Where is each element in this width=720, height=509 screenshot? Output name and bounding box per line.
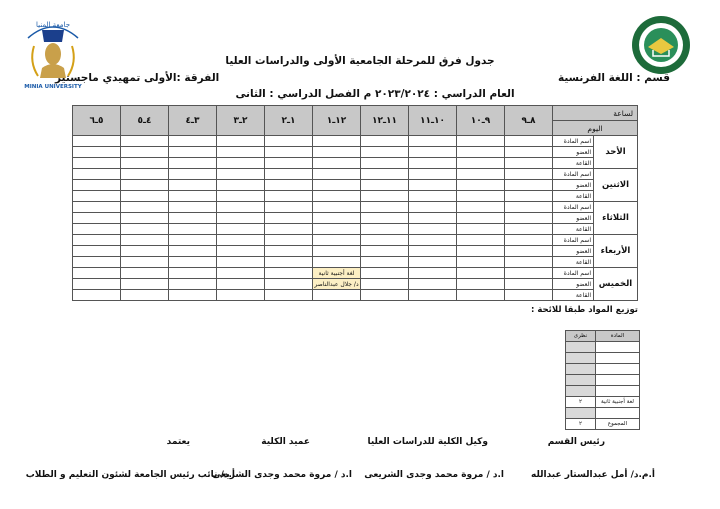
schedule-cell [409,213,457,224]
row-label: القاعة [553,191,594,202]
schedule-cell [265,158,313,169]
schedule-cell [217,136,265,147]
schedule-cell [505,147,553,158]
distribution-cell [566,375,596,386]
signature-title-dean: عميد الكلية [261,437,310,447]
schedule-cell [361,191,409,202]
schedule-cell [121,202,169,213]
schedule-cell [457,169,505,180]
distribution-title: توزيع المواد طبقا للائحة : [531,305,638,315]
schedule-cell [409,202,457,213]
schedule-cell [73,246,121,257]
academic-year-label: العام الدراسي : ٢٠٢٣/٢٠٢٤ م الفصل الدراسي : الثانى [235,88,515,100]
schedule-cell [265,279,313,290]
schedule-cell [361,235,409,246]
schedule-cell [73,191,121,202]
schedule-cell [313,147,361,158]
schedule-cell [265,246,313,257]
schedule-cell [457,268,505,279]
signature-title-vice-dean: وكيل الكلية للدراسات العليا [367,437,488,447]
theory-header: نظرى [566,331,596,342]
row-label: اسم المادة [553,268,594,279]
signature-name-head: أ.م.د/ أمل عبدالستار عبدالله [530,470,655,480]
schedule-cell [361,213,409,224]
schedule-cell [217,257,265,268]
schedule-cell [361,158,409,169]
schedule-cell [505,224,553,235]
schedule-cell [217,202,265,213]
day-header: اليوم [553,121,638,136]
schedule-cell [121,235,169,246]
schedule-cell [409,136,457,147]
schedule-cell [169,279,217,290]
schedule-cell [121,290,169,301]
time-slot-10: ٥ـ٦ [73,106,121,136]
signature-title-approval: يعتمد [166,437,190,447]
schedule-cell [505,136,553,147]
schedule-cell [265,224,313,235]
schedule-cell [505,246,553,257]
schedule-cell [121,147,169,158]
schedule-cell [73,136,121,147]
schedule-cell [121,180,169,191]
schedule-cell [169,246,217,257]
schedule-cell [217,169,265,180]
time-slot-1: ٨ـ٩ [505,106,553,136]
row-label: اسم المادة [553,136,594,147]
schedule-cell [217,235,265,246]
schedule-cell [265,169,313,180]
schedule-cell [361,257,409,268]
schedule-cell [409,147,457,158]
schedule-cell [121,257,169,268]
schedule-cell [217,191,265,202]
department-label: قسم : اللغة الفرنسية [558,72,670,84]
day-label: الاثنين [594,169,638,202]
distribution-cell [596,375,640,386]
schedule-cell [361,169,409,180]
schedule-cell [457,290,505,301]
schedule-cell [121,279,169,290]
schedule-cell [169,136,217,147]
row-label: اسم المادة [553,202,594,213]
schedule-cell [217,213,265,224]
schedule-cell [505,169,553,180]
schedule-cell [361,290,409,301]
total-hours: ٢ [566,419,596,430]
schedule-cell [169,147,217,158]
schedule-cell [121,191,169,202]
schedule-cell [313,235,361,246]
schedule-cell [169,213,217,224]
schedule-cell [361,224,409,235]
schedule-cell [265,147,313,158]
schedule-cell [457,147,505,158]
logo-english-text: MINIA UNIVERSITY [24,84,82,90]
schedule-cell [409,279,457,290]
schedule-cell [73,202,121,213]
day-label: الأربعاء [594,235,638,268]
row-label: العضو [553,246,594,257]
day-label: الخميس [594,268,638,301]
schedule-row [73,224,638,235]
distribution-cell [596,342,640,353]
schedule-table [72,105,638,301]
schedule-cell [505,191,553,202]
schedule-cell [169,169,217,180]
schedule-row [73,180,638,191]
group-label: الفرقة :الأولى تمهيدي ماجستير [55,72,220,84]
schedule-cell [217,158,265,169]
page-title: جدول فرق للمرحلة الجامعية الأولى والدراسات العليا [225,55,495,67]
logo-arabic-text: جامعة المنيا [35,21,71,29]
schedule-row [73,257,638,268]
day-label: الثلاثاء [594,202,638,235]
schedule-cell [217,224,265,235]
schedule-cell [313,191,361,202]
schedule-cell [313,136,361,147]
schedule-cell [409,224,457,235]
row-label: العضو [553,180,594,191]
schedule-cell [73,158,121,169]
time-slot-2: ٩ـ١٠ [457,106,505,136]
schedule-cell [505,257,553,268]
schedule-cell [169,224,217,235]
day-label: الأحد [594,136,638,169]
schedule-cell [457,224,505,235]
schedule-cell [409,158,457,169]
schedule-row [73,213,638,224]
schedule-cell [313,224,361,235]
schedule-cell [121,158,169,169]
schedule-cell [73,180,121,191]
distribution-cell [566,386,596,397]
row-label: القاعة [553,158,594,169]
second-language-subject: لغة أجنبية ثانية [596,397,640,408]
schedule-cell [505,268,553,279]
schedule-cell [457,191,505,202]
row-label: القاعة [553,224,594,235]
schedule-cell [457,246,505,257]
schedule-cell [121,246,169,257]
thursday-subject: لغة أجنبية ثانية [313,268,361,279]
schedule-cell [457,180,505,191]
schedule-row [73,290,638,301]
schedule-cell [217,279,265,290]
time-slot-8: ٣ـ٤ [169,106,217,136]
schedule-cell [217,147,265,158]
signature-name-vice-dean: ا.د / مروة محمد وجدى الشريعى [364,470,504,480]
schedule-cell [409,235,457,246]
schedule-cell [313,290,361,301]
schedule-cell [73,224,121,235]
schedule-cell [73,147,121,158]
schedule-cell [73,235,121,246]
schedule-cell [169,235,217,246]
schedule-cell [265,202,313,213]
time-slot-3: ١٠ـ١١ [409,106,457,136]
row-label: العضو [553,213,594,224]
distribution-cell [566,408,596,419]
schedule-cell [313,213,361,224]
schedule-cell [217,290,265,301]
distribution-table [565,330,640,430]
schedule-cell [121,169,169,180]
thursday-teacher: د/ جلال عبدالناصر [314,280,359,288]
schedule-row [73,158,638,169]
schedule-row [73,147,638,158]
schedule-row [73,268,638,279]
schedule-cell [265,136,313,147]
schedule-cell [457,213,505,224]
schedule-cell [505,235,553,246]
second-language-hours: ٢ [566,397,596,408]
schedule-row [73,202,638,213]
schedule-cell [73,213,121,224]
schedule-row [73,279,638,290]
schedule-cell [169,257,217,268]
schedule-cell [361,279,409,290]
time-slot-7: ٢ـ٣ [217,106,265,136]
schedule-cell [169,158,217,169]
schedule-cell [265,180,313,191]
schedule-cell [265,290,313,301]
schedule-cell [313,257,361,268]
schedule-cell [121,136,169,147]
schedule-cell [73,169,121,180]
schedule-cell [73,268,121,279]
schedule-cell [121,213,169,224]
schedule-cell [313,202,361,213]
schedule-row [73,246,638,257]
distribution-cell [596,353,640,364]
distribution-cell [596,386,640,397]
schedule-cell [361,180,409,191]
schedule-cell [217,246,265,257]
subject-header: المادة [596,331,640,342]
schedule-row [73,169,638,180]
schedule-cell [457,136,505,147]
schedule-cell [409,169,457,180]
schedule-cell [505,279,553,290]
schedule-cell [361,202,409,213]
schedule-cell [265,235,313,246]
schedule-cell [505,158,553,169]
schedule-cell [409,268,457,279]
schedule-cell [505,290,553,301]
schedule-cell [457,158,505,169]
row-label: اسم المادة [553,169,594,180]
total-label: المجموع [596,419,640,430]
row-label: القاعة [553,290,594,301]
schedule-cell [409,191,457,202]
time-slot-5: ١٢ـ١ [313,106,361,136]
schedule-cell [409,246,457,257]
schedule-cell [217,268,265,279]
signature-title-head: رئيس القسم [547,437,605,447]
schedule-row [73,191,638,202]
schedule-cell [169,180,217,191]
row-label: القاعة [553,257,594,268]
schedule-cell [169,191,217,202]
schedule-cell [73,279,121,290]
schedule-cell [457,279,505,290]
schedule-cell [361,246,409,257]
schedule-cell [265,268,313,279]
schedule-cell [505,180,553,191]
schedule-cell [169,202,217,213]
hour-header: لساعة [553,106,638,121]
schedule-cell [457,257,505,268]
schedule-cell [361,147,409,158]
schedule-cell [313,180,361,191]
time-slot-6: ١ـ٢ [265,106,313,136]
distribution-cell [596,364,640,375]
schedule-cell [361,268,409,279]
schedule-cell [73,257,121,268]
schedule-cell [217,180,265,191]
schedule-cell [313,158,361,169]
time-slot-4: ١١ـ١٢ [361,106,409,136]
schedule-cell [121,268,169,279]
schedule-cell [505,213,553,224]
schedule-cell [409,257,457,268]
schedule-cell [121,224,169,235]
distribution-cell [566,353,596,364]
schedule-cell [409,180,457,191]
schedule-cell [169,290,217,301]
signature-name-dean: ا.د / مروة محمد وجدى الشريعى [212,470,352,480]
distribution-cell [566,342,596,353]
schedule-cell [505,202,553,213]
schedule-cell [169,268,217,279]
schedule-cell [265,213,313,224]
row-label: العضو [553,147,594,158]
schedule-cell [73,290,121,301]
schedule-cell [457,235,505,246]
distribution-cell [566,364,596,375]
time-slot-9: ٤ـ٥ [121,106,169,136]
schedule-row [73,136,638,147]
row-label: اسم المادة [553,235,594,246]
schedule-row [73,235,638,246]
distribution-cell [596,408,640,419]
schedule-cell [265,191,313,202]
signature-name-approval: أ.د/ نائب رئيس الجامعة لشئون التعليم و الطلاب [25,470,235,480]
schedule-cell [361,136,409,147]
schedule-cell [313,169,361,180]
schedule-cell [457,202,505,213]
schedule-cell [313,246,361,257]
schedule-cell [409,290,457,301]
row-label: العضو [553,279,594,290]
schedule-cell [265,257,313,268]
